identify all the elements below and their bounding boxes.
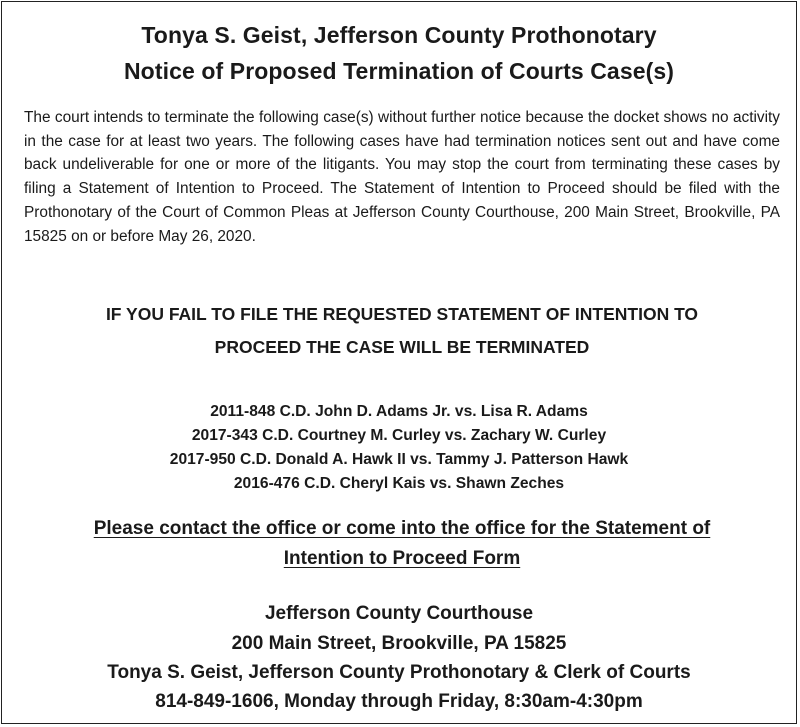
case-item: 2017-950 C.D. Donald A. Hawk II vs. Tammy J. Patterson Hawk	[169, 451, 629, 468]
case-list	[2, 400, 796, 496]
contact-instruction-line-1: Please contact the office or come into the office for the Statement of	[93, 518, 711, 539]
case-item: 2016-476 C.D. Cheryl Kais vs. Shawn Zeches	[233, 475, 565, 492]
footer-phone-hours: 814-849-1606, Monday through Friday, 8:30am-4:30pm	[155, 691, 643, 712]
legal-notice	[1, 1, 797, 724]
warning-line-2: PROCEED THE CASE WILL BE TERMINATED	[214, 337, 590, 357]
intro-paragraph: The court intends to terminate the following case(s) without further notice because the docket shows no activity in the case for at least two years. The following cases have had termination notices sent out and have come back undeliverable for one or more of the litigants. You may stop the court from terminating these cases by filing a Statement of Intention to Proceed. The Statement of Intention to Proceed should be filed with the Prothonotary of the Court of Common Pleas at Jefferson County Courthouse, 200 Main Street, Brookville, PA 15825 on or before May 26, 2020.	[24, 109, 780, 245]
contact-instruction-line-2: Intention to Proceed Form	[283, 548, 521, 569]
notice-title-line-1: Tonya S. Geist, Jefferson County Prothonotary	[141, 22, 657, 48]
warning-line-1: IF YOU FAIL TO FILE THE REQUESTED STATEMENT OF INTENTION TO	[105, 304, 699, 324]
notice-title-line-2: Notice of Proposed Termination of Courts Case(s)	[123, 58, 675, 84]
footer-courthouse: Jefferson County Courthouse	[264, 603, 534, 624]
case-item: 2011-848 C.D. John D. Adams Jr. vs. Lisa R. Adams	[210, 403, 588, 420]
case-item: 2017-343 C.D. Courtney M. Curley vs. Zachary W. Curley	[191, 427, 607, 444]
footer-official: Tonya S. Geist, Jefferson County Prothonotary & Clerk of Courts	[107, 662, 691, 683]
footer-address: 200 Main Street, Brookville, PA 15825	[231, 633, 567, 654]
